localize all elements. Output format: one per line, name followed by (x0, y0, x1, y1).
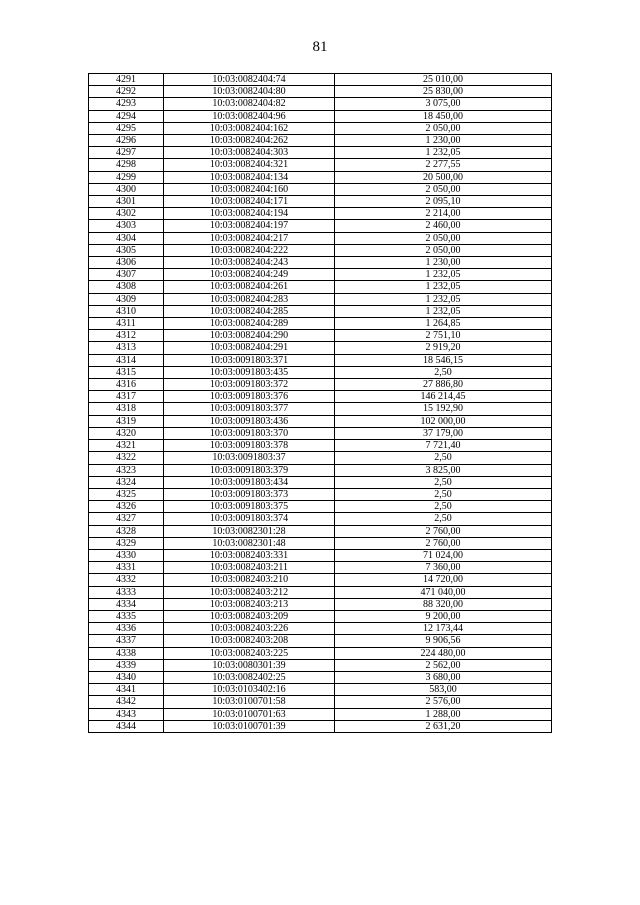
table-row (89, 330, 552, 342)
value-cell: 3 825,00 (335, 464, 552, 476)
table-row (89, 110, 552, 122)
row-number-cell: 4309 (89, 293, 164, 305)
value-cell: 224 480,00 (335, 647, 552, 659)
cadastral-number-cell: 10:03:0082404:194 (164, 208, 335, 220)
cadastral-number-cell: 10:03:0091803:375 (164, 501, 335, 513)
row-number-cell: 4295 (89, 122, 164, 134)
cadastral-number-cell: 10:03:0082301:48 (164, 537, 335, 549)
cadastral-number-cell: 10:03:0082403:211 (164, 562, 335, 574)
cadastral-number-cell: 10:03:0103402:16 (164, 684, 335, 696)
row-number-cell: 4318 (89, 403, 164, 415)
table-row (89, 574, 552, 586)
table-row (89, 452, 552, 464)
table-row (89, 208, 552, 220)
cadastral-number-cell: 10:03:0091803:434 (164, 476, 335, 488)
table-row (89, 98, 552, 110)
cadastral-number-cell: 10:03:0091803:376 (164, 391, 335, 403)
cadastral-number-cell: 10:03:0082404:80 (164, 86, 335, 98)
value-cell: 583,00 (335, 684, 552, 696)
value-cell: 1 288,00 (335, 708, 552, 720)
value-cell: 2 760,00 (335, 525, 552, 537)
table-row (89, 647, 552, 659)
table-row (89, 549, 552, 561)
table-row (89, 720, 552, 732)
cadastral-number-cell: 10:03:0082404:134 (164, 171, 335, 183)
value-cell: 2 214,00 (335, 208, 552, 220)
cadastral-number-cell: 10:03:0082404:262 (164, 135, 335, 147)
cadastral-number-cell: 10:03:0082404:222 (164, 244, 335, 256)
cadastral-number-cell: 10:03:0082404:243 (164, 257, 335, 269)
value-cell: 1 232,05 (335, 293, 552, 305)
cadastral-number-cell: 10:03:0082404:261 (164, 281, 335, 293)
row-number-cell: 4313 (89, 342, 164, 354)
value-cell: 2,50 (335, 366, 552, 378)
cadastral-number-cell: 10:03:0082404:217 (164, 232, 335, 244)
cadastral-number-cell: 10:03:0100701:63 (164, 708, 335, 720)
cadastral-number-cell: 10:03:0082403:212 (164, 586, 335, 598)
value-cell: 2 919,20 (335, 342, 552, 354)
cadastral-number-cell: 10:03:0082404:162 (164, 122, 335, 134)
cadastral-number-cell: 10:03:0100701:58 (164, 696, 335, 708)
row-number-cell: 4321 (89, 440, 164, 452)
value-cell: 1 232,05 (335, 269, 552, 281)
value-cell: 2,50 (335, 452, 552, 464)
row-number-cell: 4312 (89, 330, 164, 342)
row-number-cell: 4319 (89, 415, 164, 427)
table-row (89, 305, 552, 317)
table-body (89, 74, 552, 733)
value-cell: 1 230,00 (335, 135, 552, 147)
table-row (89, 366, 552, 378)
value-cell: 1 232,05 (335, 147, 552, 159)
value-cell: 2 562,00 (335, 659, 552, 671)
table-row (89, 232, 552, 244)
cadastral-number-cell: 10:03:0091803:378 (164, 440, 335, 452)
page-number: 81 (312, 39, 328, 55)
row-number-cell: 4344 (89, 720, 164, 732)
table-row (89, 696, 552, 708)
row-number-cell: 4301 (89, 196, 164, 208)
row-number-cell: 4315 (89, 366, 164, 378)
value-cell: 2 050,00 (335, 232, 552, 244)
row-number-cell: 4297 (89, 147, 164, 159)
value-cell: 1 232,05 (335, 281, 552, 293)
value-cell: 2,50 (335, 488, 552, 500)
value-cell: 2 095,10 (335, 196, 552, 208)
cadastral-number-cell: 10:03:0082404:249 (164, 269, 335, 281)
table-row (89, 488, 552, 500)
value-cell: 102 000,00 (335, 415, 552, 427)
row-number-cell: 4324 (89, 476, 164, 488)
cadastral-number-cell: 10:03:0082404:291 (164, 342, 335, 354)
table-row (89, 257, 552, 269)
row-number-cell: 4333 (89, 586, 164, 598)
value-cell: 2 277,55 (335, 159, 552, 171)
row-number-cell: 4294 (89, 110, 164, 122)
cadastral-number-cell: 10:03:0082403:208 (164, 635, 335, 647)
table-row (89, 537, 552, 549)
value-cell: 88 320,00 (335, 598, 552, 610)
table-row (89, 598, 552, 610)
cadastral-number-cell: 10:03:0100701:39 (164, 720, 335, 732)
cadastral-number-cell: 10:03:0082404:290 (164, 330, 335, 342)
cadastral-number-cell: 10:03:0082404:283 (164, 293, 335, 305)
row-number-cell: 4304 (89, 232, 164, 244)
row-number-cell: 4338 (89, 647, 164, 659)
row-number-cell: 4302 (89, 208, 164, 220)
row-number-cell: 4334 (89, 598, 164, 610)
cadastral-number-cell: 10:03:0091803:370 (164, 427, 335, 439)
row-number-cell: 4342 (89, 696, 164, 708)
table-row (89, 427, 552, 439)
row-number-cell: 4320 (89, 427, 164, 439)
row-number-cell: 4323 (89, 464, 164, 476)
value-cell: 146 214,45 (335, 391, 552, 403)
value-cell: 1 230,00 (335, 257, 552, 269)
cadastral-number-cell: 10:03:0082403:213 (164, 598, 335, 610)
value-cell: 471 040,00 (335, 586, 552, 598)
value-cell: 18 546,15 (335, 354, 552, 366)
row-number-cell: 4291 (89, 74, 164, 86)
value-cell: 2 631,20 (335, 720, 552, 732)
cadastral-value-table (88, 73, 552, 733)
row-number-cell: 4292 (89, 86, 164, 98)
table-row (89, 159, 552, 171)
value-cell: 27 886,80 (335, 379, 552, 391)
table-row (89, 659, 552, 671)
value-cell: 1 232,05 (335, 305, 552, 317)
table-row (89, 269, 552, 281)
cadastral-number-cell: 10:03:0080301:39 (164, 659, 335, 671)
table-row (89, 623, 552, 635)
row-number-cell: 4325 (89, 488, 164, 500)
table-row (89, 586, 552, 598)
table-row (89, 525, 552, 537)
cadastral-number-cell: 10:03:0082404:285 (164, 305, 335, 317)
value-cell: 2 760,00 (335, 537, 552, 549)
row-number-cell: 4331 (89, 562, 164, 574)
row-number-cell: 4322 (89, 452, 164, 464)
row-number-cell: 4298 (89, 159, 164, 171)
cadastral-number-cell: 10:03:0082403:226 (164, 623, 335, 635)
value-cell: 2,50 (335, 501, 552, 513)
value-cell: 9 906,56 (335, 635, 552, 647)
value-cell: 2 050,00 (335, 183, 552, 195)
row-number-cell: 4293 (89, 98, 164, 110)
table-row (89, 476, 552, 488)
value-cell: 3 680,00 (335, 671, 552, 683)
cadastral-number-cell: 10:03:0082404:321 (164, 159, 335, 171)
cadastral-number-cell: 10:03:0091803:374 (164, 513, 335, 525)
value-cell: 2 751,10 (335, 330, 552, 342)
table-row (89, 513, 552, 525)
table-row (89, 318, 552, 330)
row-number-cell: 4316 (89, 379, 164, 391)
row-number-cell: 4305 (89, 244, 164, 256)
table-row (89, 196, 552, 208)
row-number-cell: 4300 (89, 183, 164, 195)
cadastral-number-cell: 10:03:0082404:289 (164, 318, 335, 330)
cadastral-number-cell: 10:03:0082404:303 (164, 147, 335, 159)
value-cell: 37 179,00 (335, 427, 552, 439)
table-row (89, 562, 552, 574)
table-row (89, 171, 552, 183)
table-row (89, 671, 552, 683)
cadastral-number-cell: 10:03:0082402:25 (164, 671, 335, 683)
value-cell: 9 200,00 (335, 610, 552, 622)
table-row (89, 501, 552, 513)
row-number-cell: 4308 (89, 281, 164, 293)
cadastral-number-cell: 10:03:0091803:435 (164, 366, 335, 378)
table-row (89, 342, 552, 354)
cadastral-number-cell: 10:03:0091803:371 (164, 354, 335, 366)
value-cell: 2 460,00 (335, 220, 552, 232)
table-row (89, 354, 552, 366)
value-cell: 71 024,00 (335, 549, 552, 561)
table-row (89, 440, 552, 452)
table-row (89, 86, 552, 98)
cadastral-number-cell: 10:03:0082404:197 (164, 220, 335, 232)
value-cell: 7 721,40 (335, 440, 552, 452)
row-number-cell: 4329 (89, 537, 164, 549)
row-number-cell: 4330 (89, 549, 164, 561)
table-row (89, 220, 552, 232)
table-row (89, 415, 552, 427)
row-number-cell: 4310 (89, 305, 164, 317)
value-cell: 15 192,90 (335, 403, 552, 415)
cadastral-number-cell: 10:03:0082404:82 (164, 98, 335, 110)
cadastral-number-cell: 10:03:0082403:225 (164, 647, 335, 659)
table-row (89, 293, 552, 305)
table-row (89, 122, 552, 134)
value-cell: 7 360,00 (335, 562, 552, 574)
row-number-cell: 4311 (89, 318, 164, 330)
cadastral-number-cell: 10:03:0082404:160 (164, 183, 335, 195)
table-row (89, 147, 552, 159)
table-row (89, 183, 552, 195)
table-row (89, 281, 552, 293)
row-number-cell: 4306 (89, 257, 164, 269)
value-cell: 25 010,00 (335, 74, 552, 86)
row-number-cell: 4317 (89, 391, 164, 403)
row-number-cell: 4327 (89, 513, 164, 525)
cadastral-number-cell: 10:03:0082404:74 (164, 74, 335, 86)
table-row (89, 684, 552, 696)
cadastral-number-cell: 10:03:0091803:372 (164, 379, 335, 391)
table-row (89, 379, 552, 391)
row-number-cell: 4332 (89, 574, 164, 586)
value-cell: 1 264,85 (335, 318, 552, 330)
cadastral-number-cell: 10:03:0082404:171 (164, 196, 335, 208)
cadastral-number-cell: 10:03:0082403:209 (164, 610, 335, 622)
value-cell: 2 050,00 (335, 122, 552, 134)
value-cell: 12 173,44 (335, 623, 552, 635)
value-cell: 20 500,00 (335, 171, 552, 183)
cadastral-number-cell: 10:03:0091803:379 (164, 464, 335, 476)
cadastral-number-cell: 10:03:0082403:210 (164, 574, 335, 586)
cadastral-number-cell: 10:03:0091803:373 (164, 488, 335, 500)
table-row (89, 610, 552, 622)
cadastral-number-cell: 10:03:0082404:96 (164, 110, 335, 122)
value-cell: 3 075,00 (335, 98, 552, 110)
value-cell: 2,50 (335, 476, 552, 488)
row-number-cell: 4307 (89, 269, 164, 281)
value-cell: 25 830,00 (335, 86, 552, 98)
cadastral-number-cell: 10:03:0082403:331 (164, 549, 335, 561)
row-number-cell: 4326 (89, 501, 164, 513)
cadastral-number-cell: 10:03:0082301:28 (164, 525, 335, 537)
table-row (89, 464, 552, 476)
row-number-cell: 4340 (89, 671, 164, 683)
value-cell: 2,50 (335, 513, 552, 525)
row-number-cell: 4328 (89, 525, 164, 537)
row-number-cell: 4335 (89, 610, 164, 622)
table-row (89, 244, 552, 256)
row-number-cell: 4314 (89, 354, 164, 366)
row-number-cell: 4341 (89, 684, 164, 696)
value-cell: 2 576,00 (335, 696, 552, 708)
table-row (89, 403, 552, 415)
row-number-cell: 4339 (89, 659, 164, 671)
table-row (89, 635, 552, 647)
cadastral-number-cell: 10:03:0091803:436 (164, 415, 335, 427)
value-cell: 18 450,00 (335, 110, 552, 122)
row-number-cell: 4299 (89, 171, 164, 183)
row-number-cell: 4303 (89, 220, 164, 232)
cadastral-number-cell: 10:03:0091803:377 (164, 403, 335, 415)
value-cell: 2 050,00 (335, 244, 552, 256)
row-number-cell: 4336 (89, 623, 164, 635)
cadastral-number-cell: 10:03:0091803:37 (164, 452, 335, 464)
table-row (89, 135, 552, 147)
table-row (89, 708, 552, 720)
row-number-cell: 4337 (89, 635, 164, 647)
table-row (89, 391, 552, 403)
table-row (89, 74, 552, 86)
value-cell: 14 720,00 (335, 574, 552, 586)
row-number-cell: 4343 (89, 708, 164, 720)
row-number-cell: 4296 (89, 135, 164, 147)
